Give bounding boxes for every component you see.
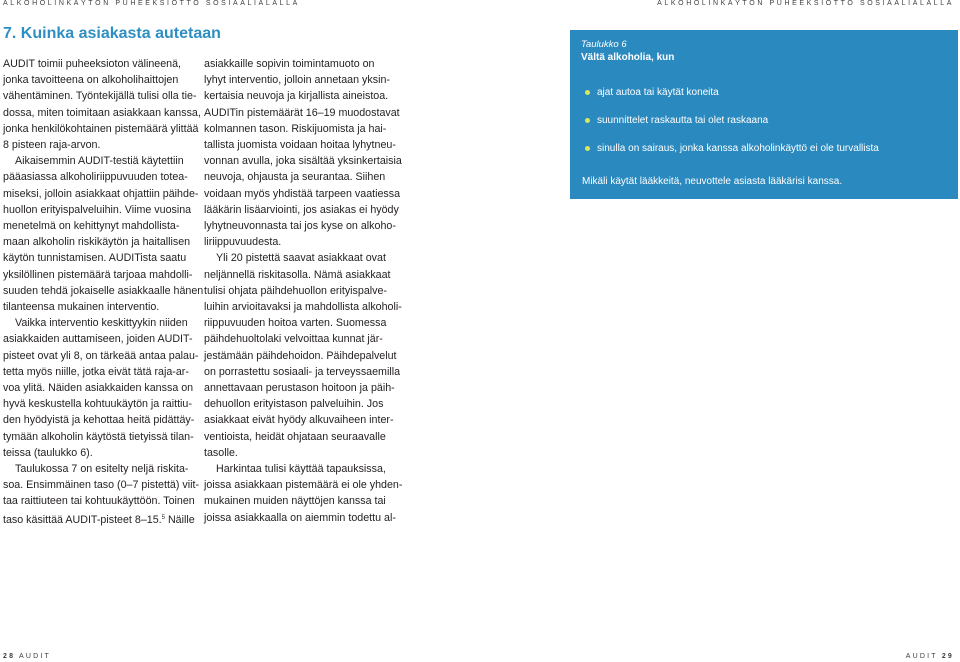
text-line: jestämään päihdehoidon. Päihdepalvelut bbox=[204, 349, 397, 362]
body-paragraph bbox=[204, 56, 402, 250]
bullet-dot-icon bbox=[585, 90, 590, 95]
text-line: päihdehuoltolaki velvoittaa kunnat jär- bbox=[204, 333, 383, 346]
text-line: annettavaan perustason hoitoon ja päih- bbox=[204, 382, 395, 395]
text-line: lyhytneuvonnasta tai jos kyse on alkoho- bbox=[204, 220, 396, 233]
text-line: on porrastettu sosiaali- ja terveyssaemilla bbox=[204, 365, 401, 378]
text-line: 8 pisteen raja-arvon. bbox=[3, 139, 101, 152]
text-line: hyvä keskustella kohtuukäytön ja raittiu- bbox=[3, 398, 192, 411]
text-line: asiakkaat eivät hyödy alkuvaiheen inter- bbox=[204, 414, 394, 427]
text-line: taa raittiuteen tai kohtuukäyttöön. Toinen bbox=[3, 495, 195, 508]
info-box-title: Taulukko 6 bbox=[581, 39, 627, 50]
text-line: maan alkoholin riskikäytön ja haitallisen bbox=[3, 236, 191, 249]
text-line: tetta myös niille, jotka eivät tätä raja-ar- bbox=[3, 365, 189, 378]
text-line: Aikaisemmin AUDIT-testiä käytettiin bbox=[15, 155, 184, 168]
text-line: suuden tehdä jokaiselle asiakkaalle hänen bbox=[3, 284, 204, 297]
text-line: voa ylitä. Näiden asiakkaiden kanssa on bbox=[3, 382, 194, 395]
text-line: huollon erityispalveluihin. Viime vuosina bbox=[3, 203, 192, 216]
text-line: mukainen muiden näyttöjen kanssa tai bbox=[204, 495, 386, 508]
text-line: jonka henkilökohtainen pistemäärä ylittää bbox=[3, 122, 199, 135]
chapter-title: 7. Kuinka asiakasta autetaan bbox=[3, 25, 221, 42]
text-line: kolmannen tason. Riskijuomista ja hai- bbox=[204, 122, 387, 135]
running-head-right: ALKOHOLINKÄYTÖN PUHEEKSIOTTO SOSIAALIALALLA bbox=[657, 0, 954, 7]
text-line: Vaikka interventio keskittyykin niiden bbox=[15, 317, 188, 330]
text-line: joissa asiakkaalla on aiemmin todettu al- bbox=[204, 511, 396, 524]
text-line: asiakkaille sopivin toimintamuoto on bbox=[204, 58, 375, 70]
footnote-marker: 5 bbox=[161, 514, 165, 521]
info-box-item-text: suunnittelet raskautta tai olet raskaana bbox=[597, 115, 769, 126]
text-line: vähentäminen. Työntekijällä tulisi olla tie- bbox=[3, 90, 197, 103]
text-line: Harkintaa tulisi käyttää tapauksissa, bbox=[216, 463, 386, 476]
text-line: ventioista, heidät ohjataan seuraavalle bbox=[204, 430, 386, 443]
text-line: vonnan avulla, joka sisältää yksinkertaisia bbox=[204, 155, 402, 168]
text-line: Taulukossa 7 on esitelty neljä riskita- bbox=[15, 463, 189, 476]
body-column-left bbox=[3, 56, 204, 528]
text-line: dehuollon erityistason palveluihin. Jos bbox=[204, 398, 384, 411]
folio-right bbox=[906, 653, 954, 660]
bullet-dot-icon bbox=[585, 118, 590, 123]
text-line: asiakkaiden auttamiseen, joiden AUDIT- bbox=[3, 333, 193, 346]
text-line: neuvoja, ohjausta ja seurantaa. Siihen bbox=[204, 171, 386, 184]
folio-label-right: AUDIT bbox=[905, 653, 938, 660]
text-line: riippuvuuden hoitoa varten. Suomessa bbox=[204, 317, 387, 330]
folio-label-left: AUDIT bbox=[18, 653, 51, 660]
text-line: miseksi, jolloin asiakkaat ohjattiin päihde- bbox=[3, 187, 199, 200]
text-line: jonka tavoitteena on alkoholihaittojen bbox=[3, 74, 179, 87]
text-line: luihin arvioitavaksi ja mahdollista alkoholi- bbox=[204, 301, 402, 314]
text-line: tymään alkoholin käytöstä tietyissä tilan- bbox=[3, 430, 194, 443]
text-line: teissa (taulukko 6). bbox=[3, 446, 93, 459]
text-line: käytön tunnistamisen. AUDITista saatu bbox=[3, 252, 187, 265]
text-line: joissa asiakkaan pistemäärä ei ole yhden- bbox=[204, 479, 403, 492]
body-paragraph bbox=[204, 461, 403, 526]
body-paragraph bbox=[204, 250, 402, 461]
body-column-middle bbox=[204, 56, 403, 526]
body-paragraph bbox=[3, 56, 201, 153]
text-line: yksilöllinen pistemäärä tarjoaa mahdolli- bbox=[3, 268, 193, 281]
text-line: tilanteensa mukainen interventio. bbox=[3, 301, 160, 314]
info-box-subtitle: Vältä alkoholia, kun bbox=[581, 52, 675, 63]
text-line: neljännellä riskitasolla. Nämä asiakkaat bbox=[204, 268, 391, 281]
body-paragraph bbox=[3, 461, 200, 528]
text-line: tulisi ohjata päihdehuollon erityispalve- bbox=[204, 284, 387, 297]
page-number-left: 28 bbox=[3, 653, 16, 660]
text-line: den hyödyistä ja kehottaa heitä pidättäy- bbox=[3, 414, 195, 427]
text-line: pääasiassa alkoholiriippuvuuden totea- bbox=[3, 171, 188, 184]
running-head-left: ALKOHOLINKÄYTÖN PUHEEKSIOTTO SOSIAALIALALLA bbox=[3, 0, 300, 7]
body-paragraph bbox=[3, 153, 204, 315]
text-line: soa. Ensimmäinen taso (0–7 pistettä) viit- bbox=[3, 479, 200, 492]
text-line: kertaisia neuvoja ja kirjallista aineistoa. bbox=[204, 90, 389, 103]
text-line: tallista juomista voidaan hoitaa lyhytneu- bbox=[204, 139, 396, 152]
text-line: AUDIT toimii puheeksioton välineenä, bbox=[3, 58, 182, 70]
folio-left bbox=[3, 653, 51, 660]
info-box-footnote: Mikäli käytät lääkkeitä, neuvottele asiasta lääkärisi kanssa. bbox=[582, 176, 843, 187]
page-number-right: 29 bbox=[941, 653, 954, 660]
text-line: dossa, miten toimitaan asiakkaan kanssa, bbox=[3, 106, 201, 119]
text-line: AUDITin pistemäärät 16–19 muodostavat bbox=[204, 106, 400, 119]
bullet-dot-icon bbox=[585, 146, 590, 151]
text-line: tasolle. bbox=[204, 446, 238, 459]
text-line: voidaan myös yhdistää tarpeen vaatiessa bbox=[204, 187, 401, 200]
body-paragraph bbox=[3, 315, 199, 461]
text-line: Yli 20 pistettä saavat asiakkaat ovat bbox=[216, 252, 386, 265]
info-box-table-6 bbox=[570, 30, 958, 199]
text-line: taso käsittää AUDIT-pisteet 8–15.$^5$ Näille bbox=[3, 513, 195, 526]
text-line: lyhyt interventio, jolloin annetaan yksin- bbox=[204, 74, 390, 87]
text-line: pisteet ovat yli 8, on tärkeää antaa palau- bbox=[3, 349, 199, 362]
text-line: liriippuvuudesta. bbox=[204, 236, 282, 249]
info-box-item-text: ajat autoa tai käytät koneita bbox=[597, 87, 719, 98]
text-line: lääkärin lisäarviointi, jos asiakas ei hyödy bbox=[204, 203, 399, 216]
text-line: menetelmä on kehittynyt mahdollista- bbox=[3, 220, 180, 233]
info-box-item-text: sinulla on sairaus, jonka kanssa alkoholinkäyttö ei ole turvallista bbox=[597, 143, 879, 154]
